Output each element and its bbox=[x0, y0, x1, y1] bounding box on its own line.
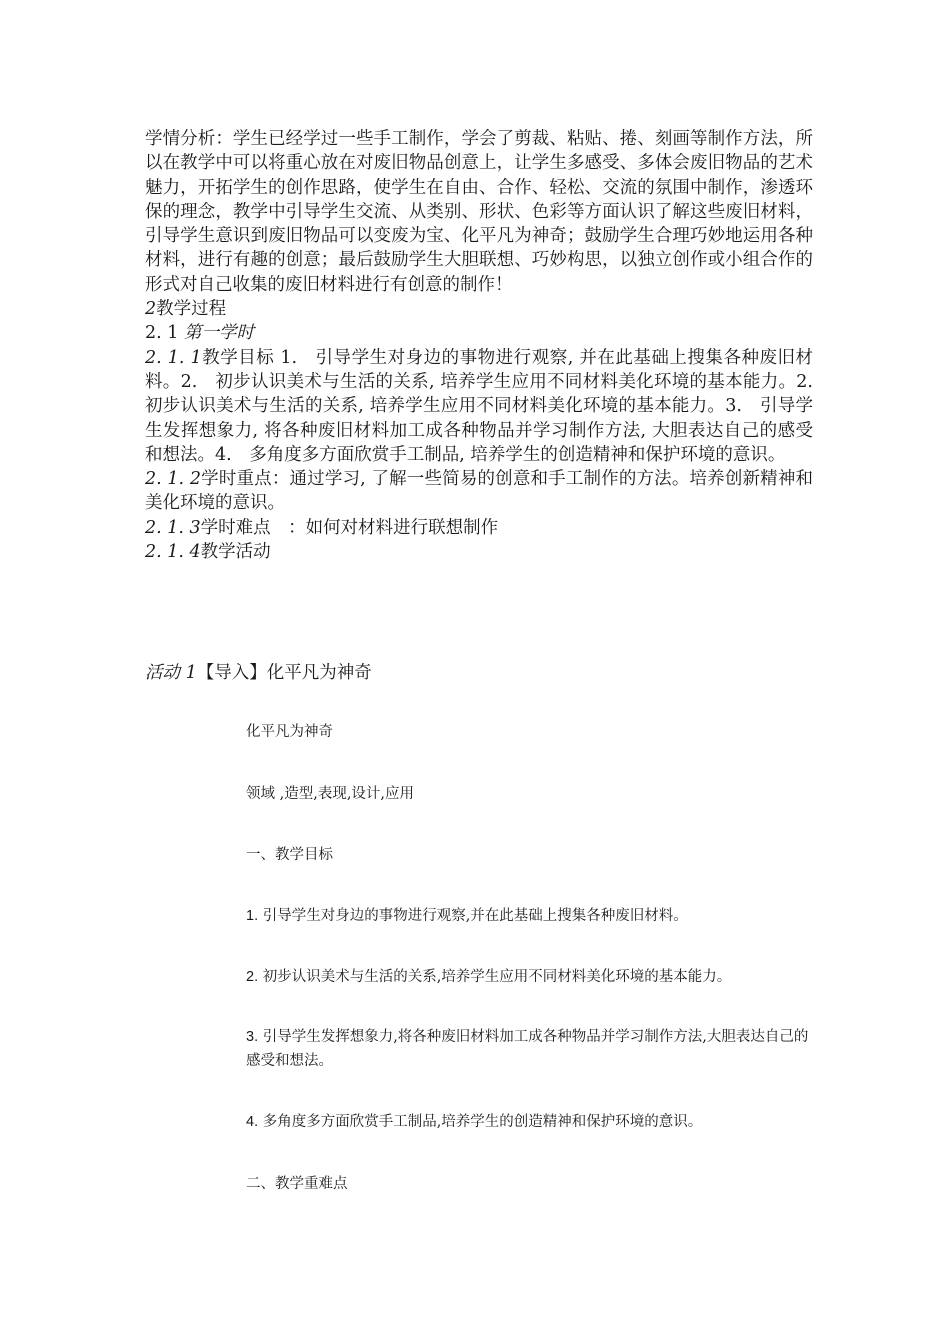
section-2-heading bbox=[145, 297, 813, 321]
section-number: 2 bbox=[145, 299, 157, 320]
section-number: 2. 1 bbox=[145, 323, 179, 344]
inner-domain: 领域 ,造型,表现,设计,应用 bbox=[246, 786, 415, 802]
goal-number: 3. bbox=[246, 1029, 259, 1045]
goal-item bbox=[246, 965, 816, 989]
activities-text: 教学活动 bbox=[200, 542, 271, 563]
goal-number: 2. bbox=[246, 969, 259, 985]
section-number: 2. 1. 4 bbox=[145, 542, 201, 563]
section-title: 第一学时 bbox=[183, 323, 254, 344]
goal-number: 4. bbox=[246, 1114, 259, 1130]
goal-text: 引导学生发挥想象力,将各种废旧材料加工成各种物品并学习制作方法,大胆表达自己的感受和想法。 bbox=[246, 1029, 809, 1069]
goal-number: 1. bbox=[246, 908, 259, 924]
section-title: 教学过程 bbox=[156, 299, 227, 320]
section-2-1-4-paragraph bbox=[145, 540, 813, 564]
section-2-1-heading bbox=[145, 321, 813, 345]
activity-heading bbox=[145, 660, 372, 686]
inner-title: 化平凡为神奇 bbox=[246, 724, 333, 740]
goal-item bbox=[246, 904, 816, 928]
section-label: 教学目标 bbox=[201, 347, 275, 368]
section-number: 2. 1. 3 bbox=[145, 517, 201, 538]
activity-title-text: 【导入】化平凡为神奇 bbox=[196, 663, 372, 683]
goal-item bbox=[246, 1025, 816, 1073]
activity-prefix: 活动 1 bbox=[145, 663, 197, 683]
inner-heading-goals: 一、教学目标 bbox=[246, 847, 333, 863]
inner-heading-key-points: 二、教学重难点 bbox=[246, 1176, 348, 1192]
goal-item bbox=[246, 1110, 816, 1134]
difficulty-text: 学时难点 ：如何对材料进行联想制作 bbox=[200, 517, 499, 538]
section-2-1-3-paragraph bbox=[145, 516, 813, 540]
section-number: 2. 1. 2 bbox=[145, 469, 201, 490]
key-points-text: 学时重点：通过学习, 了解一些简易的创意和手工制作的方法。培养创新精神和美化环境的意识。 bbox=[145, 469, 814, 514]
section-2-1-1-paragraph bbox=[145, 346, 831, 467]
section-2-1-2-paragraph bbox=[145, 467, 813, 516]
lesson-body bbox=[145, 127, 831, 564]
goal-text: 引导学生对身边的事物进行观察,并在此基础上搜集各种废旧材料。 bbox=[258, 908, 688, 924]
section-number: 2. 1. 1 bbox=[145, 347, 202, 368]
goal-text: 多角度多方面欣赏手工制品,培养学生的创造精神和保护环境的意识。 bbox=[258, 1114, 703, 1130]
goal-text: 初步认识美术与生活的关系,培养学生应用不同材料美化环境的基本能力。 bbox=[258, 969, 732, 985]
learning-analysis-paragraph: 学情分析：学生已经学过一些手工制作，学会了剪裁、粘贴、捲、刻画等制作方法，所以在教学中可以将重心放在对废旧物品创意上，让学生多感受、多体会废旧物品的艺术魅力，开拓学生的创作思路，使学生在自由、合作、轻松、交流的氛围中制作，渗透环保的理念，教学中引导学生交流、从类别、形状、色彩等方面认识了解这些废旧材料，引导学生意识到废旧物品可以变废为宝、化平凡为神奇；鼓励学生合理巧妙地运用各种材料，进行有趣的创意；最后鼓励学生大胆联想、巧妙构思，以独立创作或小组合作的形式对自己收集的废旧材料进行有创意的制作！ bbox=[145, 129, 813, 295]
teaching-goals-text: 1. 引导学生对身边的事物进行观察, 并在此基础上搜集各种废旧材料。2. 初步认识美术与生活的关系, 培养学生应用不同材料美化环境的基本能力。2. 初步认识美术与生活的关系, 培养学生应用不同材料美化环境的基本能力。3. 引导学生发挥想象力, 将各种废旧材料加工成各种物品并学习制作方法, 大胆表达自己的感受和想法。4. 多角度多方面欣赏手工制品, 培养学生的创造精神和保护环境的意识。 bbox=[145, 347, 831, 465]
